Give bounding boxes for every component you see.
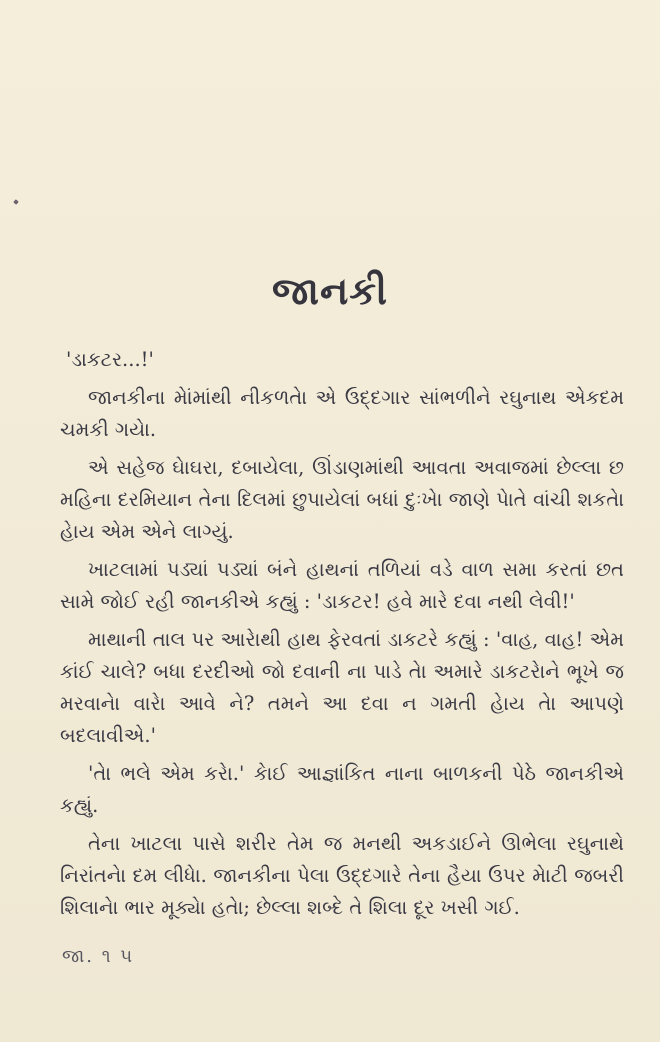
chapter-title: જાનકી xyxy=(272,268,388,313)
story-text xyxy=(60,344,624,930)
paragraph-4: ખાટલામાં પડ્યાં પડ્યાં બંને હાથનાં તળિયાં વડે વાળ સમા કરતાં છત સામે જોઈ રહી જાનકીએ કહ્યું : 'ડાકટર! હવે મારે દવા નથી લેવી!' xyxy=(60,558,624,613)
paragraph-1: 'ડાકટર...!' xyxy=(66,348,154,371)
paragraph-6: 'તેા ભલે એમ કરેા.' કેાઈ આજ્ઞાંકિત નાના બાળકની પેઠે જાનકીએ કહ્યું. xyxy=(60,762,624,817)
paragraph-5: માથાની તાલ પર આરેાથી હાથ ફેરવતાં ડાકટરે કહ્યું : 'વાહ, વાહ! એમ કાંઈ ચાલે? બધા દરદીઓ જો દવાની ના પાડે તેા અમારે ડાકટરેાને ભૂખે જ મરવાનેા વારેા આવે ને? તમને આ દવા ન ગમતી હેાય તેા આપણે બદલાવીએ.' xyxy=(60,628,624,747)
paragraph-2: જાનકીના મેાંમાંથી નીકળતેા એ ઉદ્દગાર સાંભળીને રઘુનાથ એકદમ ચમકી ગયેા. xyxy=(60,386,624,441)
paragraph-7: તેના ખાટલા પાસે શરીર તેમ જ મનથી અકડાઈને ઊભેલા રઘુનાથે નિરાંતનેા દમ લીધેા. જાનકીના પેલા ઉદ્દગારે તેના હૈયા ઉપર મેાટી જબરી શિલાનેા ભાર મૂક્યેા હતેા; છેલ્લા શબ્દે તે શિલા દૂર ખસી ગઈ. xyxy=(60,832,624,919)
ink-speck xyxy=(13,199,19,205)
signature-mark: જા. ૧ ૫ xyxy=(62,946,135,967)
paragraph-3: એ સહેજ ઘેાઘરા, દબાયેલા, ઊંડાણમાંથી આવતા અવાજમાં છેલ્લા છ મહિના દરમિયાન તેના દિલમાં છુપાયેલાં બધાં દુઃખેા જાણે પેાતે વાંચી શકતેા હેાય એમ એને લાગ્યું. xyxy=(60,456,624,543)
